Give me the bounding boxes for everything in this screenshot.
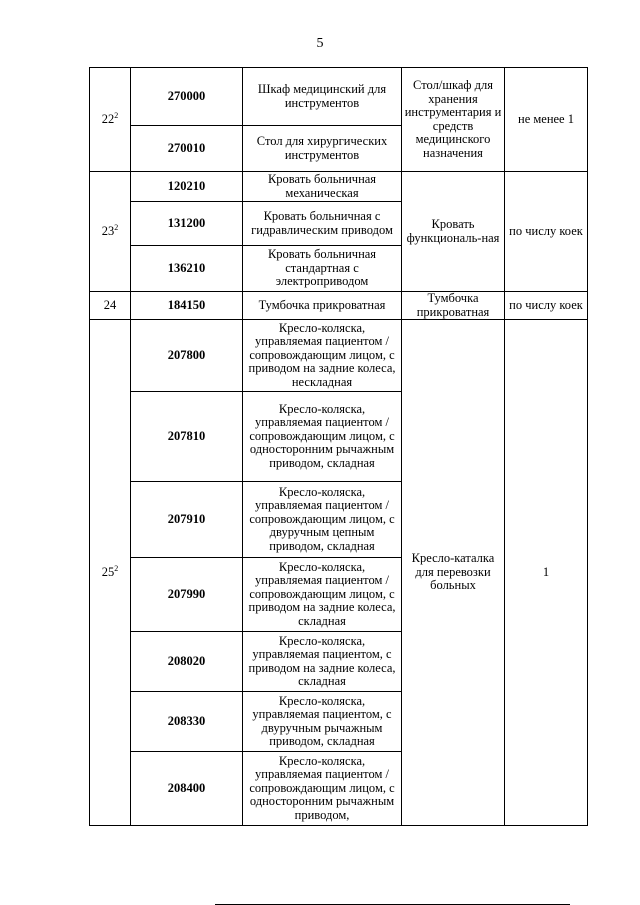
item-code: 208020 (131, 632, 243, 692)
equipment-table (89, 67, 588, 826)
item-code: 207810 (131, 392, 243, 482)
item-name: Шкаф медицинский для инструментов (243, 68, 402, 126)
item-code: 131200 (131, 202, 243, 246)
item-code: 207800 (131, 320, 243, 392)
item-code: 136210 (131, 246, 243, 292)
row-number-cell (90, 292, 131, 320)
row-number-cell (90, 172, 131, 292)
equipment-type: Кровать функциональ-ная (402, 172, 505, 292)
equipment-quantity: 1 (505, 320, 588, 826)
table-row (90, 320, 588, 392)
table-row (90, 172, 588, 202)
item-name: Кресло-коляска, управляемая пациентом /сопровождающим лицом, с односторонним рычажным приводом, складная (243, 392, 402, 482)
item-name: Кресло-коляска, управляемая пациентом, с двуручным рычажным приводом, складная (243, 692, 402, 752)
equipment-type: Тумбочка прикроватная (402, 292, 505, 320)
item-name: Кресло-коляска, управляемая пациентом /сопровождающим лицом, с односторонним рычажным приводом, (243, 752, 402, 826)
row-number-superscript: 2 (114, 222, 119, 232)
item-name: Стол для хирургических инструментов (243, 126, 402, 172)
item-name: Тумбочка прикроватная (243, 292, 402, 320)
item-name: Кровать больничная механическая (243, 172, 402, 202)
row-number: 23 (101, 223, 115, 238)
item-name: Кресло-коляска, управляемая пациентом /сопровождающим лицом, с приводом на задние колеса, нескладная (243, 320, 402, 392)
row-number: 25 (101, 564, 115, 579)
item-name: Кресло-коляска, управляемая пациентом, с приводом на задние колеса, складная (243, 632, 402, 692)
item-name: Кресло-коляска, управляемая пациентом /сопровождающим лицом, с приводом на задние колеса, складная (243, 558, 402, 632)
item-name: Кресло-коляска, управляемая пациентом /сопровождающим лицом, с двуручным цепным приводом, складная (243, 482, 402, 558)
equipment-quantity: по числу коек (505, 292, 588, 320)
item-code: 208330 (131, 692, 243, 752)
row-number: 24 (103, 297, 117, 312)
equipment-type: Кресло-каталка для перевозки больных (402, 320, 505, 826)
table-row (90, 68, 588, 126)
item-code: 207990 (131, 558, 243, 632)
row-number-superscript: 2 (114, 563, 119, 573)
page-number: 5 (316, 36, 324, 51)
table-row (90, 292, 588, 320)
item-code: 207910 (131, 482, 243, 558)
equipment-quantity: не менее 1 (505, 68, 588, 172)
item-code: 208400 (131, 752, 243, 826)
table-body (90, 68, 588, 826)
equipment-type: Стол/шкаф для хранения инструментария и средств медицинского назначения (402, 68, 505, 172)
item-code: 270000 (131, 68, 243, 126)
item-code: 120210 (131, 172, 243, 202)
item-name: Кровать больничная стандартная с электроприводом (243, 246, 402, 292)
equipment-quantity: по числу коек (505, 172, 588, 292)
item-name: Кровать больничная с гидравлическим приводом (243, 202, 402, 246)
item-code: 270010 (131, 126, 243, 172)
row-number-superscript: 2 (114, 110, 119, 120)
row-number-cell (90, 320, 131, 826)
row-number: 22 (101, 111, 115, 126)
item-code: 184150 (131, 292, 243, 320)
row-number-cell (90, 68, 131, 172)
